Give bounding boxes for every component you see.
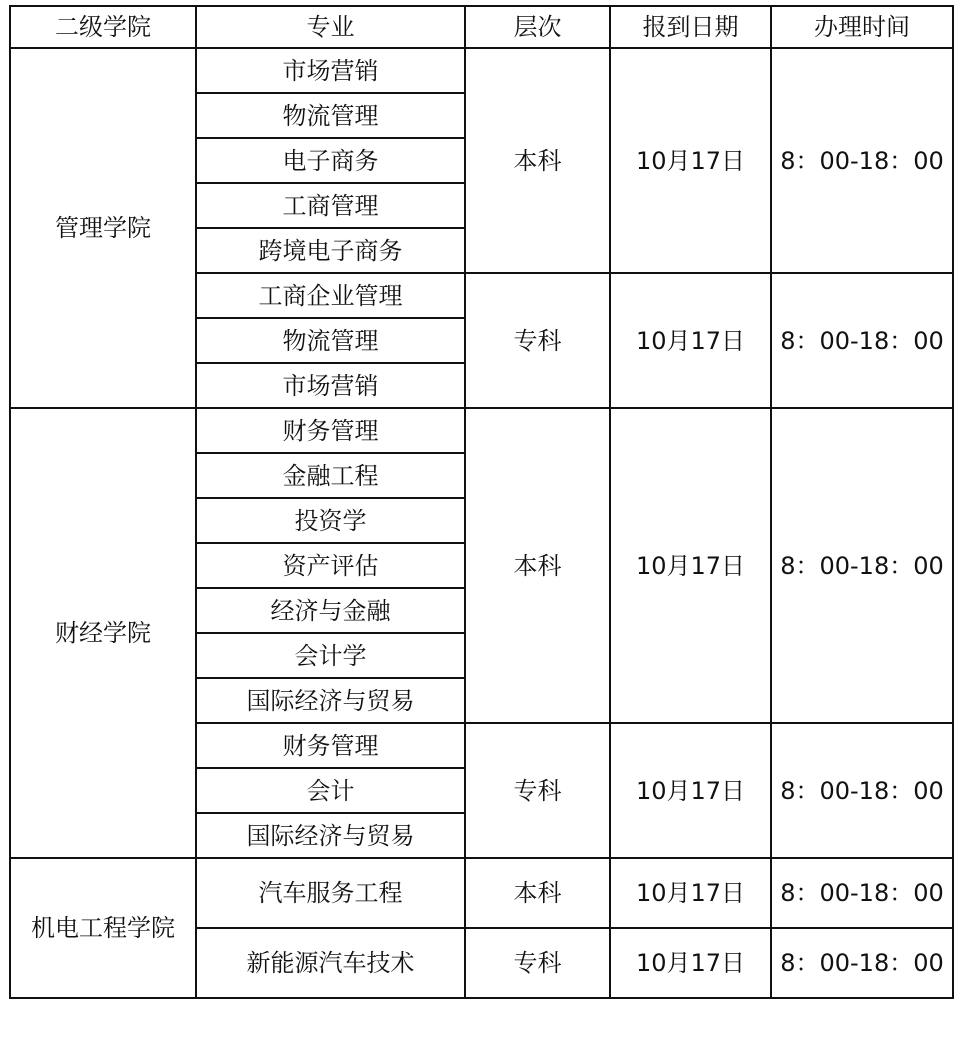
major-cell: 跨境电子商务 xyxy=(196,228,465,273)
level-cell: 专科 xyxy=(465,273,610,408)
major-cell: 经济与金融 xyxy=(196,588,465,633)
date-cell: 10月17日 xyxy=(610,858,771,928)
header-level: 层次 xyxy=(465,6,610,48)
major-cell: 汽车服务工程 xyxy=(196,858,465,928)
header-date: 报到日期 xyxy=(610,6,771,48)
table-row xyxy=(10,48,953,93)
level-cell: 专科 xyxy=(465,723,610,858)
level-cell: 本科 xyxy=(465,858,610,928)
major-cell: 财务管理 xyxy=(196,723,465,768)
header-college: 二级学院 xyxy=(10,6,196,48)
major-cell: 工商管理 xyxy=(196,183,465,228)
registration-schedule-table xyxy=(9,5,954,999)
time-cell: 8：00-18：00 xyxy=(771,723,953,858)
major-cell: 电子商务 xyxy=(196,138,465,183)
major-cell: 会计 xyxy=(196,768,465,813)
date-cell: 10月17日 xyxy=(610,408,771,723)
major-cell: 市场营销 xyxy=(196,48,465,93)
major-cell: 物流管理 xyxy=(196,318,465,363)
major-cell: 金融工程 xyxy=(196,453,465,498)
header-row xyxy=(10,6,953,48)
date-cell: 10月17日 xyxy=(610,928,771,998)
level-cell: 本科 xyxy=(465,408,610,723)
major-cell: 物流管理 xyxy=(196,93,465,138)
time-cell: 8：00-18：00 xyxy=(771,408,953,723)
date-cell: 10月17日 xyxy=(610,273,771,408)
major-cell: 工商企业管理 xyxy=(196,273,465,318)
table-row xyxy=(10,408,953,453)
college-cell: 财经学院 xyxy=(10,408,196,858)
time-cell: 8：00-18：00 xyxy=(771,273,953,408)
major-cell: 市场营销 xyxy=(196,363,465,408)
major-cell: 国际经济与贸易 xyxy=(196,813,465,858)
header-time: 办理时间 xyxy=(771,6,953,48)
major-cell: 投资学 xyxy=(196,498,465,543)
table-row xyxy=(10,858,953,928)
level-cell: 专科 xyxy=(465,928,610,998)
time-cell: 8：00-18：00 xyxy=(771,48,953,273)
major-cell: 国际经济与贸易 xyxy=(196,678,465,723)
time-cell: 8：00-18：00 xyxy=(771,928,953,998)
level-cell: 本科 xyxy=(465,48,610,273)
time-cell: 8：00-18：00 xyxy=(771,858,953,928)
date-cell: 10月17日 xyxy=(610,48,771,273)
college-cell: 管理学院 xyxy=(10,48,196,408)
college-cell: 机电工程学院 xyxy=(10,858,196,998)
major-cell: 财务管理 xyxy=(196,408,465,453)
table-body xyxy=(10,6,953,998)
major-cell: 新能源汽车技术 xyxy=(196,928,465,998)
major-cell: 会计学 xyxy=(196,633,465,678)
date-cell: 10月17日 xyxy=(610,723,771,858)
major-cell: 资产评估 xyxy=(196,543,465,588)
header-major: 专业 xyxy=(196,6,465,48)
